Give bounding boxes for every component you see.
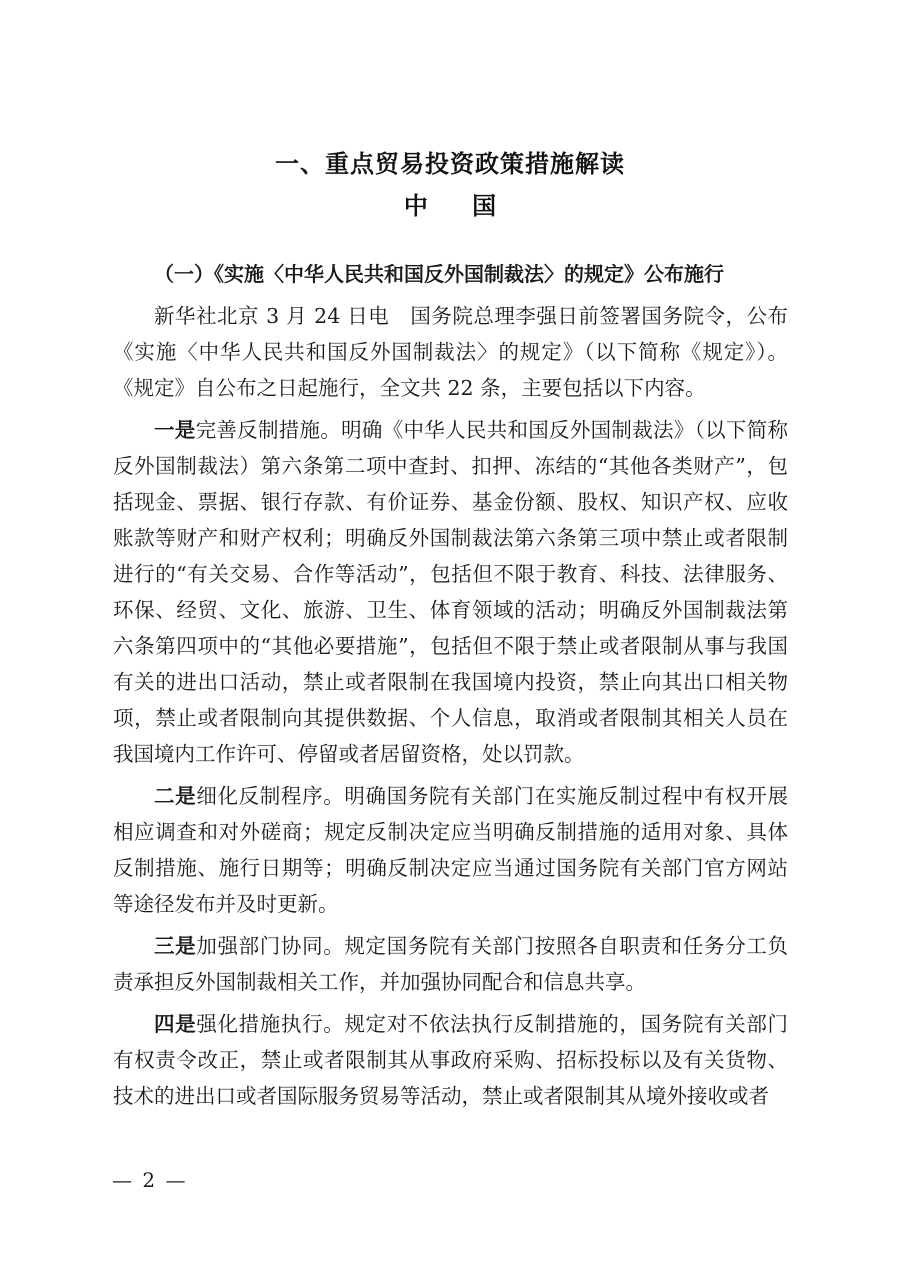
point-paragraph-3 [113,928,788,1000]
point-text: 完善反制措施。明确《中华人民共和国反外国制裁法》（以下简称反外国制裁法）第六条第二项中查封、扣押、冻结的“其他各类财产”，包括现金、票据、银行存款、有价证券、基金份额、股权、知识产权、应收账款等财产和财产权利；明确反外国制裁法第六条第三项中禁止或者限制进行的“有关交易、合作等活动”，包括但不限于教育、科技、法律服务、环保、经贸、文化、旅游、卫生、体育领域的活动；明确反外国制裁法第六条第四项中的“其他必要措施”，包括但不限于禁止或者限制从事与我国有关的进出口活动，禁止或者限制在我国境内投资，禁止向其出口相关物项，禁止或者限制向其提供数据、个人信息，取消或者限制其相关人员在我国境内工作许可、停留或者居留资格，处以罚款。 [113,418,789,766]
section-heading: （一）《实施〈中华人民共和国反外国制裁法〉的规定》公布施行 [154,262,724,286]
point-paragraph-1 [113,412,788,772]
point-text: 强化措施执行。规定对不依法执行反制措施的，国务院有关部门有权责令改正，禁止或者限制其从事政府采购、招标投标以及有关货物、技术的进出口或者国际服务贸易等活动，禁止或者限制其从境外接收或者 [113,1012,789,1108]
point-paragraph-4 [113,1006,788,1114]
point-lead: 四是 [154,1012,197,1036]
body-text [113,256,788,1114]
point-lead: 三是 [154,934,197,958]
point-text: 加强部门协同。规定国务院有关部门按照各自职责和任务分工负责承担反外国制裁相关工作，并加强协同配合和信息共享。 [113,934,789,994]
point-text: 细化反制程序。明确国务院有关部门在实施反制过程中有权开展相应调查和对外磋商；规定反制决定应当明确反制措施的适用对象、具体反制措施、施行日期等；明确反制决定应当通过国务院有关部门官方网站等途径发布并及时更新。 [113,784,789,916]
page-number: — 2 — [112,1168,188,1192]
intro-paragraph: 新华社北京 3 月 24 日电 国务院总理李强日前签署国务院令，公布《实施〈中华人民共和国反外国制裁法〉的规定》（以下简称《规定》）。《规定》自公布之日起施行，全文共 22 条，主要包括以下内容。 [113,304,788,400]
point-lead: 二是 [154,784,197,808]
country-heading: 中 国 [403,192,515,220]
point-lead: 一是 [154,418,196,442]
point-paragraph-2 [113,778,788,922]
page-title: 一、重点贸易投资政策措施解读 [275,150,625,178]
